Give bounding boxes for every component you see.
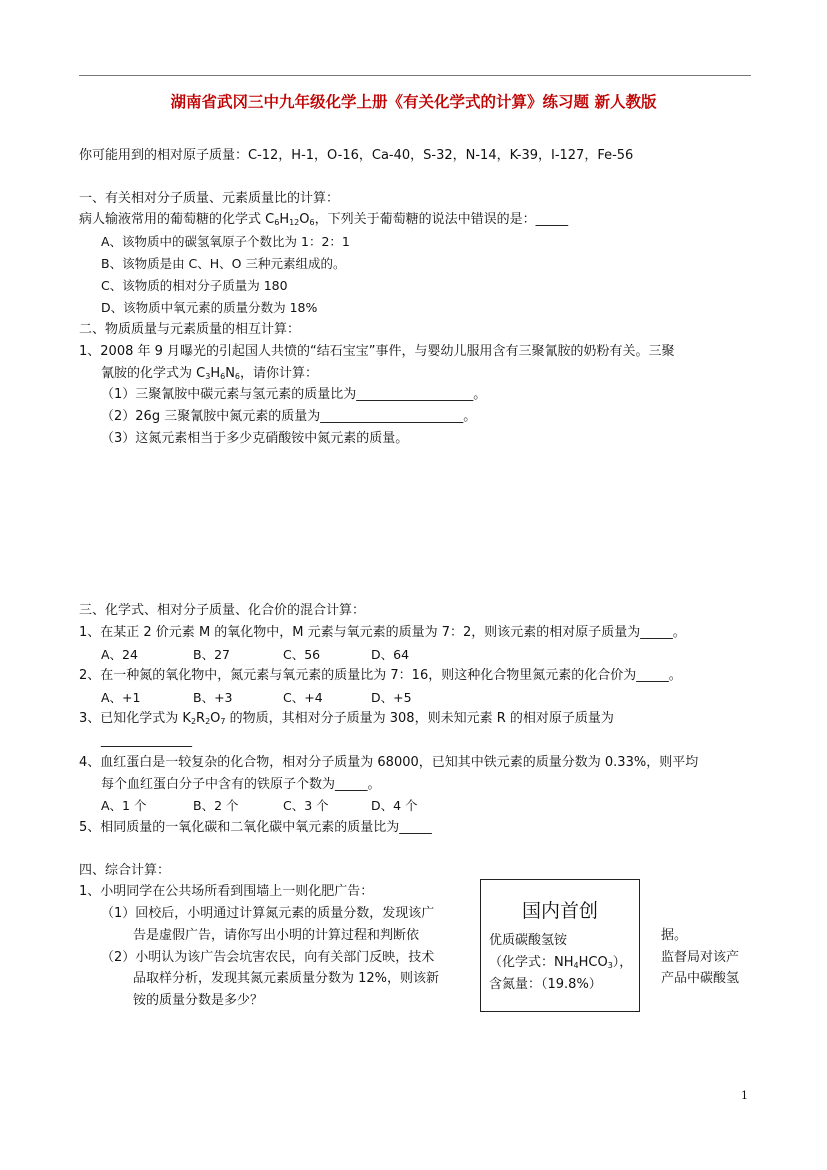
- s4-p2-line2: 品取样分析，发现其氮元素质量分数为 12%，则该新: [133, 971, 440, 986]
- s3-q2: 2、在一种氮的氧化物中，氮元素与氧元素的质量比为 7：16，则这种化合物里氮元素的化合价为_____。: [79, 668, 682, 683]
- ad-formula: [489, 955, 632, 974]
- ad-formula-end: ），: [612, 955, 633, 970]
- s3-formula-rn: 2: [205, 717, 211, 726]
- section-2-heading: 二、物质质量与元素质量的相互计算：: [79, 322, 301, 337]
- s4-p2-line1-tail: 监督局对该产: [661, 950, 740, 965]
- s2-formula-nn: 6: [234, 372, 241, 381]
- fertilizer-ad-box: [480, 879, 640, 1012]
- s1-option-a: A、该物质中的碳氢氧原子个数比为 1：2：1: [101, 234, 350, 249]
- s3-q2-option-c: C、+4: [283, 690, 323, 705]
- s2-sub1: （1）三聚氰胺中碳元素与氢元素的质量比为__________________。: [101, 387, 487, 402]
- s2-q1-line2-post: ，请你计算：: [240, 366, 319, 381]
- s3-q4-line1: 4、血红蛋白是一较复杂的化合物，相对分子质量为 68000，已知其中铁元素的质量分数为 0.33%，则平均: [79, 755, 699, 770]
- header-rule: [79, 75, 751, 76]
- s1-formula-on: 6: [309, 218, 315, 227]
- ad-formula-n2: 3: [607, 961, 613, 970]
- s3-formula-on: 7: [220, 717, 226, 726]
- s2-q1-line2: [101, 366, 318, 385]
- s4-p1-tail: 据。: [661, 928, 688, 943]
- s2-q1-line1: 1、2008 年 9 月曝光的引起国人共愤的“结石宝宝”事件，与婴幼儿服用含有三聚氰胺的奶粉有关。三聚: [79, 344, 675, 359]
- s3-q3-blank: ______________: [101, 733, 192, 748]
- s1-option-c: C、该物质的相对分子质量为 180: [101, 278, 288, 293]
- s2-formula-n: N: [225, 366, 235, 381]
- s3-q3-pre: 3、已知化学式为 K: [79, 711, 191, 726]
- s2-sub2: （2）26g 三聚氰胺中氮元素的质量为______________________。: [101, 409, 477, 424]
- ad-formula-pre: （化学式：NH: [489, 955, 574, 970]
- s3-q2-option-d: D、+5: [371, 690, 412, 705]
- s1-question-post: ，下列关于葡萄糖的说法中错误的是：_____: [314, 212, 569, 227]
- s3-q3-post: 的物质，其相对分子质量为 308，则未知元素 R 的相对原子质量为: [225, 711, 614, 726]
- s3-q1: 1、在某正 2 价元素 M 的氧化物中，M 元素与氧元素的质量为 7：2，则该元素的相对原子质量为_____。: [79, 625, 686, 640]
- s3-formula-o: O: [210, 711, 221, 726]
- s3-q4-option-b: B、2 个: [193, 798, 239, 813]
- s3-q1-option-a: A、24: [101, 647, 138, 662]
- s4-q1: 1、小明同学在公共场所看到围墙上一则化肥广告：: [79, 884, 374, 899]
- s3-q1-option-c: C、56: [283, 647, 321, 662]
- s4-p2-line1: （2）小明认为该广告会坑害农民，向有关部门反映，技术: [101, 950, 435, 965]
- s3-q4-line2: 每个血红蛋白分子中含有的铁原子个数为_____。: [101, 777, 381, 792]
- s4-p1-line1: （1）回校后，小明通过计算氮元素的质量分数，发现该广: [101, 906, 435, 921]
- s4-p2-line3: 铵的质量分数是多少？: [133, 993, 264, 1008]
- s3-formula-r: R: [196, 711, 206, 726]
- s1-formula-c: 6: [274, 218, 280, 227]
- section-1-heading: 一、有关相对分子质量、元素质量比的计算：: [79, 191, 340, 206]
- s2-formula-c: 3: [205, 372, 211, 381]
- s3-q4-option-a: A、1 个: [101, 798, 147, 813]
- s3-q4-option-c: C、3 个: [283, 798, 329, 813]
- s3-q1-option-d: D、64: [371, 647, 410, 662]
- s1-option-d: D、该物质中氧元素的质量分数为 18%: [101, 300, 318, 315]
- s4-p2-line2-tail: 产品中碳酸氢: [661, 971, 740, 986]
- s3-q5: 5、相同质量的一氧化碳和二氧化碳中氧元素的质量比为_____: [79, 820, 432, 835]
- s1-formula-h: H: [279, 212, 290, 227]
- s1-formula-hn: 12: [289, 218, 300, 227]
- s3-q2-option-a: A、+1: [101, 690, 141, 705]
- s3-q2-option-b: B、+3: [193, 690, 233, 705]
- s3-formula-kn: 2: [190, 717, 197, 726]
- s4-p1-line2: 告是虚假广告，请你写出小明的计算过程和判断依: [133, 928, 420, 943]
- s3-q3: [79, 711, 614, 730]
- s2-formula-hn: 6: [220, 372, 226, 381]
- s2-q1-line2-pre: 氰胺的化学式为 C: [101, 366, 206, 381]
- ad-product: 优质碳酸氢铵: [489, 933, 568, 948]
- s1-question: [79, 212, 568, 231]
- section-4-heading: 四、综合计算：: [79, 863, 171, 878]
- ad-formula-post: HCO: [578, 955, 608, 970]
- s3-q1-option-b: B、27: [193, 647, 230, 662]
- s1-formula-o: O: [299, 212, 310, 227]
- s3-q4-option-d: D、4 个: [371, 798, 418, 813]
- s1-question-pre: 病人输液常用的葡萄糖的化学式 C: [79, 212, 275, 227]
- s2-formula-h: H: [210, 366, 221, 381]
- page-number: 1: [741, 1089, 748, 1102]
- page-title: 湖南省武冈三中九年级化学上册《有关化学式的计算》练习题 新人教版: [170, 92, 657, 111]
- s1-option-b: B、该物质是由 C、H、O 三种元素组成的。: [101, 256, 346, 271]
- ad-headline: 国内首创: [521, 900, 598, 922]
- ad-nitrogen: 含氮量：（19.8%）: [489, 977, 602, 992]
- section-3-heading: 三、化学式、相对分子质量、化合价的混合计算：: [79, 603, 366, 618]
- ad-formula-n: 4: [573, 961, 579, 970]
- s2-sub3: （3）这氮元素相当于多少克硝酸铵中氮元素的质量。: [101, 431, 409, 446]
- atomic-masses-line: 你可能用到的相对原子质量：C-12，H-1，O-16，Ca-40，S-32，N-14，K-39，I-127，Fe-56: [79, 148, 634, 163]
